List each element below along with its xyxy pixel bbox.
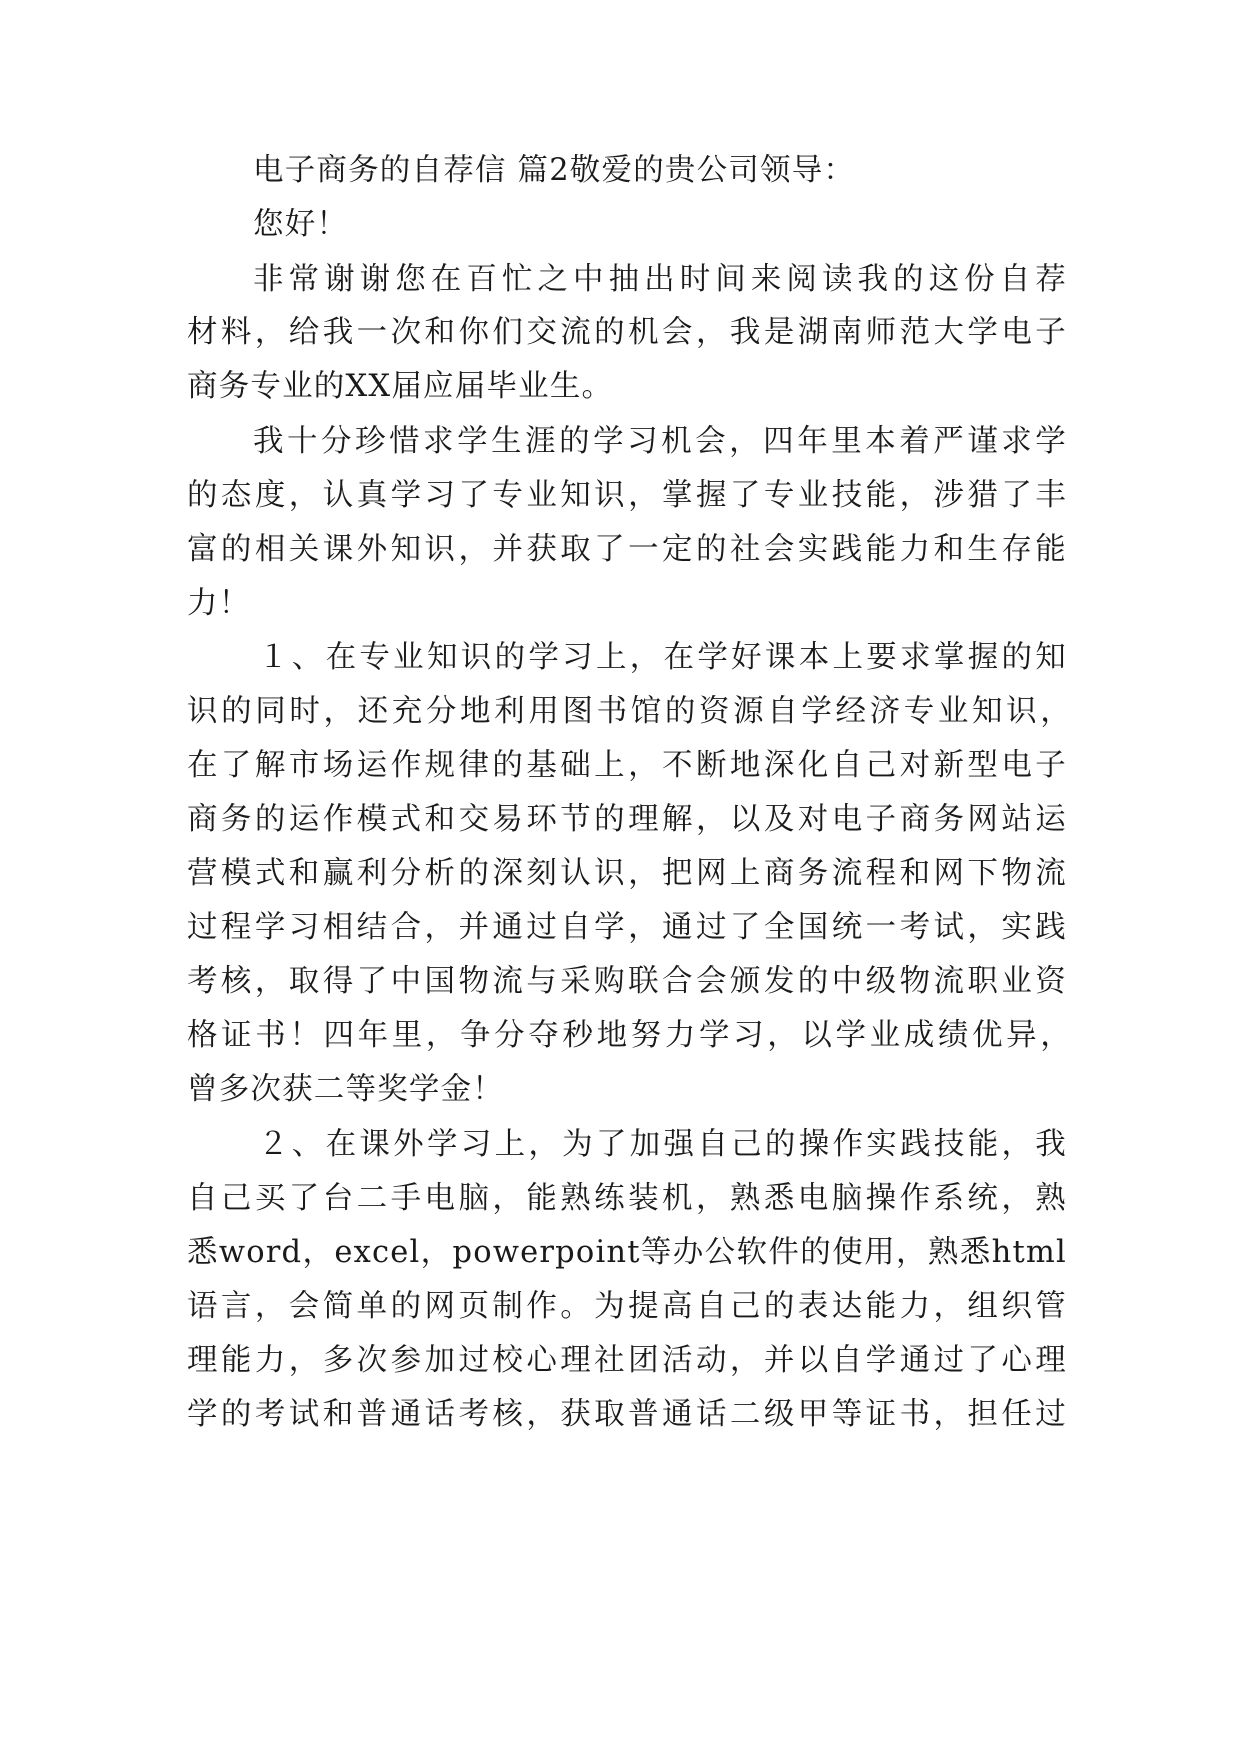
greeting: 您好！: [253, 207, 349, 242]
paragraph-line: 曾多次获二等奖学金！: [187, 1072, 504, 1107]
paragraph-line: 语言，会简单的网页制作。为提高自己的表达能力，组织管: [187, 1289, 1067, 1324]
paragraph-line: 富的相关课外知识，并获取了一定的社会实践能力和生存能: [187, 532, 1067, 567]
paragraph-line: 在了解市场运作规律的基础上，不断地深化自己对新型电子: [187, 748, 1067, 783]
paragraph-line: 材料，给我一次和你们交流的机会，我是湖南师范大学电子: [187, 315, 1067, 350]
paragraph-line: ２、在课外学习上，为了加强自己的操作实践技能，我: [258, 1127, 1067, 1162]
paragraph-line: 格证书！四年里，争分夺秒地努力学习，以学业成绩优异，: [187, 1018, 1072, 1053]
paragraph-line: 非常谢谢您在百忙之中抽出时间来阅读我的这份自荐: [253, 262, 1067, 297]
paragraph-line: 商务专业的XX届应届毕业生。: [187, 369, 614, 404]
paragraph-line: 过程学习相结合，并通过自学，通过了全国统一考试，实践: [187, 910, 1067, 945]
paragraph-line: 我十分珍惜求学生涯的学习机会，四年里本着严谨求学: [253, 424, 1067, 459]
paragraph-line: 力！: [187, 586, 251, 621]
paragraph-line: 自己买了台二手电脑，能熟练装机，熟悉电脑操作系统，熟: [187, 1181, 1067, 1216]
paragraph-line: 学的考试和普通话考核，获取普通话二级甲等证书，担任过: [187, 1397, 1067, 1432]
paragraph-line: 理能力，多次参加过校心理社团活动，并以自学通过了心理: [187, 1343, 1067, 1378]
paragraph-line: １、在专业知识的学习上，在学好课本上要求掌握的知: [258, 640, 1067, 675]
paragraph-line: 考核，取得了中国物流与采购联合会颁发的中级物流职业资: [187, 964, 1067, 999]
document-title: 电子商务的自荐信 篇2敬爱的贵公司领导：: [253, 153, 856, 188]
paragraph-line: 商务的运作模式和交易环节的理解，以及对电子商务网站运: [187, 802, 1067, 837]
paragraph-line: 识的同时，还充分地利用图书馆的资源自学经济专业知识，: [187, 694, 1072, 729]
paragraph-line: 营模式和赢利分析的深刻认识，把网上商务流程和网下物流: [187, 856, 1067, 891]
paragraph-line: 的态度，认真学习了专业知识，掌握了专业技能，涉猎了丰: [187, 478, 1067, 513]
paragraph-line: 悉word，excel，powerpoint等办公软件的使用，熟悉html: [187, 1235, 1067, 1270]
